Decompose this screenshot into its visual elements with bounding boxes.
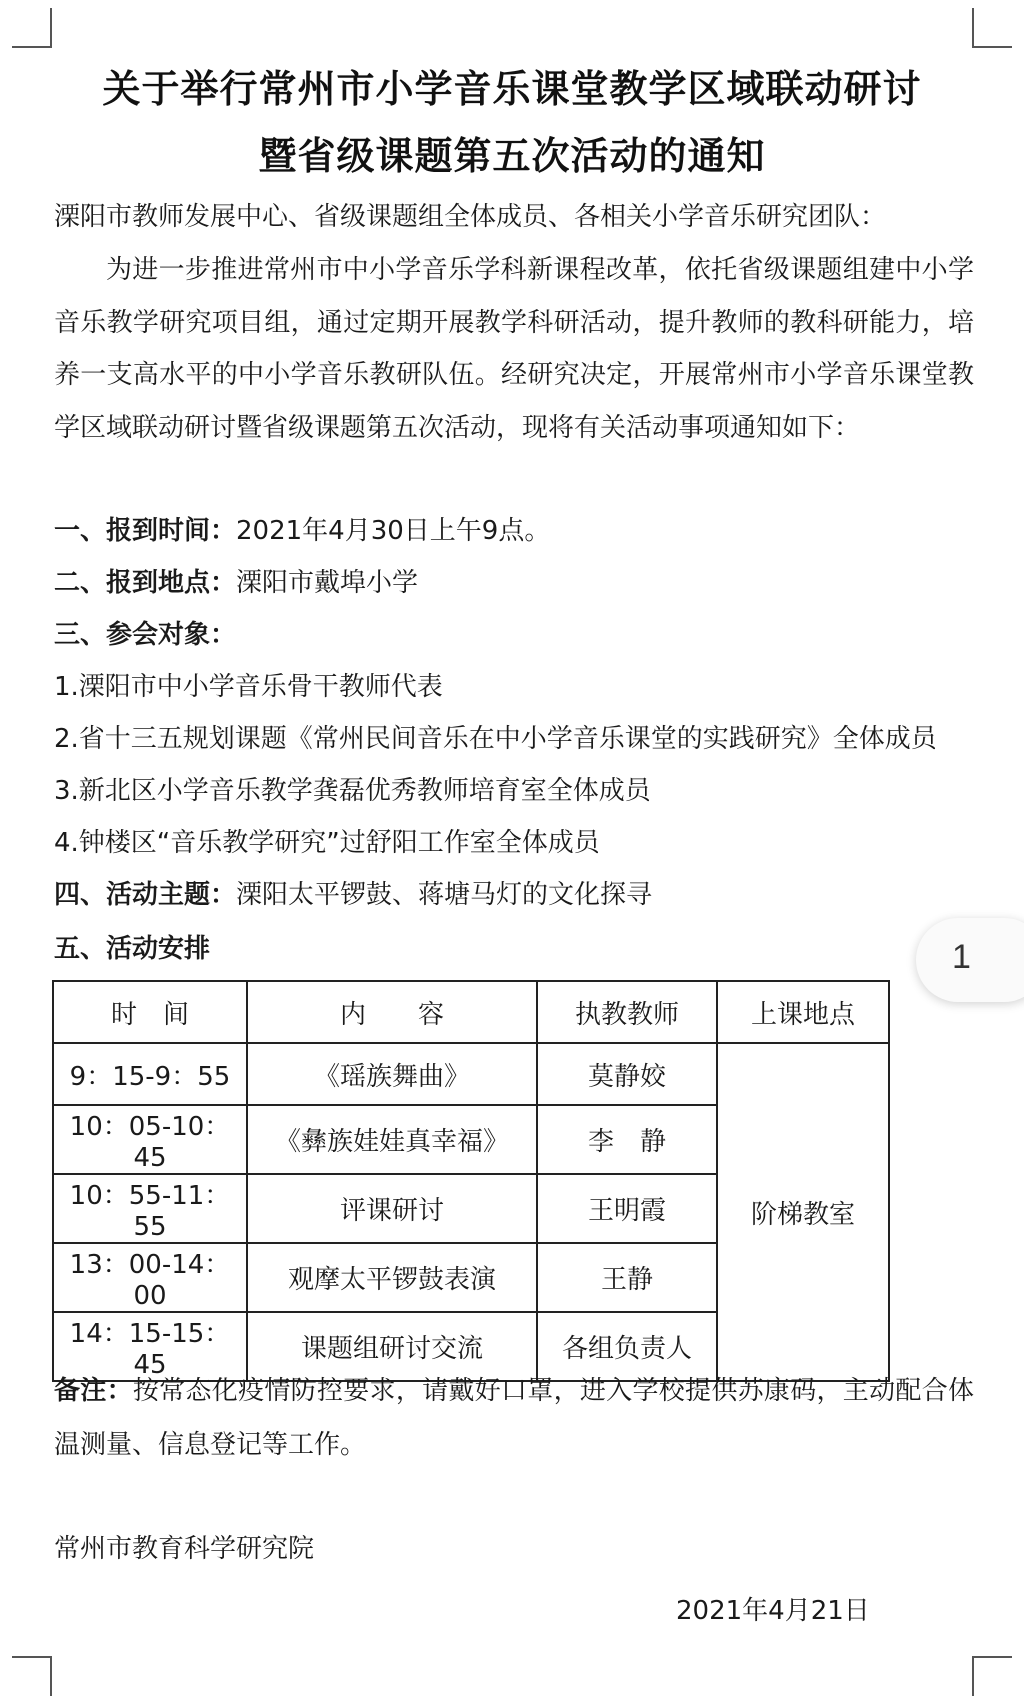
addressee: 溧阳市教师发展中心、省级课题组全体成员、各相关小学音乐研究团队： bbox=[54, 202, 887, 232]
header-time: 时 间 bbox=[53, 981, 247, 1043]
report-place-label: 二、报到地点： bbox=[54, 568, 237, 598]
participant-item: 3.新北区小学音乐教学龚磊优秀教师培育室全体成员 bbox=[54, 776, 651, 806]
intro-paragraph: 为进一步推进常州市中小学音乐学科新课程改革，依托省级课题组建中小学音乐教学研究项目组，通过定期开展教学科研活动，提升教师的教科研能力，培养一支高水平的中小学音乐教研队伍。经研究决定，开展常州市小学音乐课堂教学区域联动研讨暨省级课题第五次活动，现将有关活动事项通知如下： bbox=[54, 255, 974, 443]
cell-teacher: 莫静姣 bbox=[537, 1043, 717, 1105]
section-report-time bbox=[54, 510, 550, 547]
theme-label: 四、活动主题： bbox=[54, 880, 237, 910]
crop-mark-top-right bbox=[972, 8, 1012, 48]
cell-time: 14：15-15：45 bbox=[53, 1312, 247, 1381]
crop-mark-bottom-right bbox=[972, 1656, 1012, 1696]
cell-time: 10：05-10：45 bbox=[53, 1105, 247, 1174]
issue-date: 2021年4月21日 bbox=[676, 1596, 870, 1626]
report-time-value: 2021年4月30日上午9点。 bbox=[236, 516, 551, 546]
participant-item: 2.省十三五规划课题《常州民间音乐在中小学音乐课堂的实践研究》全体成员 bbox=[54, 724, 937, 754]
document-title-line-2: 暨省级课题第五次活动的通知 bbox=[258, 134, 766, 178]
cell-teacher: 李 静 bbox=[537, 1105, 717, 1174]
cell-location: 阶梯教室 bbox=[717, 1043, 889, 1381]
theme-value: 溧阳太平锣鼓、蒋塘马灯的文化探寻 bbox=[236, 880, 653, 910]
cell-content: 《瑶族舞曲》 bbox=[247, 1043, 537, 1105]
report-time-label: 一、报到时间： bbox=[54, 516, 237, 546]
table-row bbox=[53, 1043, 889, 1105]
cell-time: 13：00-14：00 bbox=[53, 1243, 247, 1312]
issuer-signature: 常州市教育科学研究院 bbox=[54, 1534, 315, 1564]
participant-item: 1.溧阳市中小学音乐骨干教师代表 bbox=[54, 672, 443, 702]
header-teacher: 执教教师 bbox=[537, 981, 717, 1043]
cell-teacher: 各组负责人 bbox=[537, 1312, 717, 1381]
cell-content: 观摩太平锣鼓表演 bbox=[247, 1243, 537, 1312]
note-text: 按常态化疫情防控要求，请戴好口罩，进入学校提供苏康码，主动配合体温测量、信息登记等工作。 bbox=[54, 1376, 974, 1460]
report-place-value: 溧阳市戴埠小学 bbox=[236, 568, 419, 598]
cell-content: 课题组研讨交流 bbox=[247, 1312, 537, 1381]
cell-content: 评课研讨 bbox=[247, 1174, 537, 1243]
section-report-place bbox=[54, 562, 418, 599]
participant-item: 4.钟楼区“音乐教学研究”过舒阳工作室全体成员 bbox=[54, 828, 600, 858]
header-location: 上课地点 bbox=[717, 981, 889, 1043]
schedule-table bbox=[52, 980, 890, 1382]
crop-mark-top-left bbox=[12, 8, 52, 48]
schedule-label: 五、活动安排 bbox=[54, 934, 211, 964]
cell-teacher: 王明霞 bbox=[537, 1174, 717, 1243]
cell-time: 9：15-9：55 bbox=[53, 1043, 247, 1105]
section-theme bbox=[54, 874, 652, 911]
cell-content: 《彝族娃娃真幸福》 bbox=[247, 1105, 537, 1174]
cell-teacher: 王静 bbox=[537, 1243, 717, 1312]
document-title-line-1: 关于举行常州市小学音乐课堂教学区域联动研讨 bbox=[102, 67, 922, 111]
cell-time: 10：55-11：55 bbox=[53, 1174, 247, 1243]
crop-mark-bottom-left bbox=[12, 1656, 52, 1696]
page-indicator[interactable] bbox=[916, 918, 1024, 1002]
note-paragraph bbox=[54, 1364, 974, 1472]
page-number: 1 bbox=[952, 938, 971, 976]
header-content: 内 容 bbox=[247, 981, 537, 1043]
table-header-row bbox=[53, 981, 889, 1043]
note-label: 备注： bbox=[54, 1376, 133, 1406]
participants-label: 三、参会对象： bbox=[54, 620, 237, 650]
